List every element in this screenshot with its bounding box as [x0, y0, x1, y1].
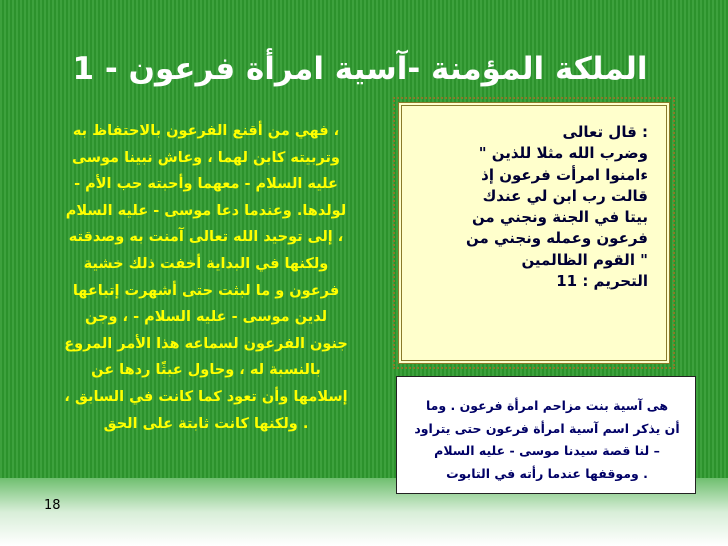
paragraph-line: وتربيته كابن لهما ، وعاش نبينا موسى [72, 149, 340, 166]
paragraph-line: لولدها. وعندما دعا موسى - عليه السلام [65, 202, 347, 219]
verse-line: فرعون وعمله ونجني من [466, 229, 648, 248]
paragraph-line: لدين موسى - عليه السلام - ، وجن [84, 309, 328, 326]
note-line: – لنا قصة سيدنا موسى - عليه السلام [434, 443, 660, 458]
note-line: . وموقفها عندما رأته في التابوت [446, 465, 648, 481]
verse-line: ءامنوا امرأت فرعون إذ [481, 165, 648, 184]
slide-number: 18 [44, 498, 61, 513]
quran-verse-box [398, 102, 670, 364]
verse-line: : قال تعالى [562, 123, 648, 141]
verse-line: " القوم الظالمين [521, 250, 648, 269]
intro-note-box [396, 376, 696, 494]
paragraph-line: إسلامها وأن تعود كما كانت في السابق ، [64, 388, 348, 405]
paragraph-line: بالنسبة له ، وحاول عبثًا ردها عن [91, 362, 321, 379]
intro-note-text [405, 395, 689, 485]
story-paragraph [36, 118, 376, 437]
quran-verse-text [416, 122, 648, 292]
paragraph-line: ، إلى توحيد الله تعالى آمنت به وصدقته [68, 229, 344, 246]
note-line: هى آسية بنت مزاحم امرأة فرعون . وما [425, 398, 669, 413]
paragraph-line: عليه السلام - معهما وأحبته حب الأم - [74, 176, 338, 193]
paragraph-line: ، فهي من أقنع الفرعون بالاحتفاظ به [72, 123, 340, 139]
paragraph-line: جنون الفرعون لسماعه هذا الأمر المروع [64, 335, 348, 352]
verse-reference: التحريم : 11 [556, 272, 648, 291]
slide-title: الملكة المؤمنة -آسية امرأة فرعون - 1 [72, 51, 648, 87]
verse-line: بيتا في الجنة ونجني من [471, 208, 648, 227]
note-line: أن يذكر اسم آسية امرأة فرعون حتى يتراود [414, 420, 680, 436]
paragraph-line: فرعون و ما لبثت حتى أشهرت إتباعها [72, 282, 340, 299]
verse-line: وضرب الله مثلا للذين " [478, 144, 648, 163]
paragraph-line: . ولكنها كانت ثابتة على الحق [103, 415, 309, 432]
paragraph-line: ولكنها في البداية أخفت ذلك خشية [83, 255, 329, 272]
verse-line: قالت رب ابن لي عندك [482, 186, 648, 205]
